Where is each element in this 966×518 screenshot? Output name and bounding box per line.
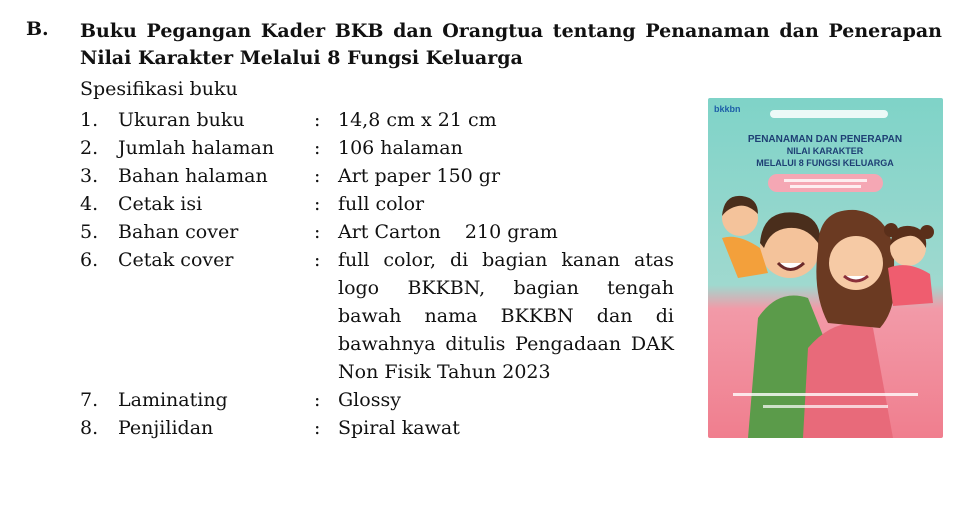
cover-title-line: MELALUI 8 FUNGSI KELUARGA	[756, 158, 894, 168]
spec-value: Art paper 150 gr	[338, 165, 501, 187]
spec-label: Bahan halaman	[118, 165, 268, 187]
spec-colon: :	[314, 165, 321, 187]
spec-row	[80, 134, 680, 162]
spec-value: 14,8 cm x 21 cm	[338, 109, 497, 131]
spec-value: Spiral kawat	[338, 417, 460, 439]
section-title: Buku Pegangan Kader BKB dan Orangtua tentang Penanaman dan Penerapan Nilai Karakter Melalui 8 Fungsi Keluarga	[80, 20, 942, 69]
spec-number: 8.	[80, 417, 99, 439]
bkkbn-logo: bkkbn	[714, 104, 741, 114]
cover-footer-line	[763, 405, 888, 408]
spec-colon: :	[314, 109, 321, 131]
spec-label: Bahan cover	[118, 221, 239, 243]
spec-colon: :	[314, 389, 321, 411]
spec-number: 3.	[80, 165, 99, 187]
cover-series-pill	[770, 110, 888, 118]
spec-colon: :	[314, 249, 321, 271]
spec-value: 106 halaman	[338, 137, 463, 159]
book-cover-image	[708, 98, 943, 438]
spec-row	[80, 162, 680, 190]
spec-label: Penjilidan	[118, 417, 214, 439]
spec-number: 2.	[80, 137, 99, 159]
spec-label: Cetak isi	[118, 193, 203, 215]
spec-row	[80, 246, 680, 386]
cover-title-line: NILAI KARAKTER	[786, 146, 864, 156]
spec-value: full color	[338, 193, 425, 215]
spec-label: Cetak cover	[118, 249, 234, 271]
spec-colon: :	[314, 137, 321, 159]
specs-heading: Spesifikasi buku	[80, 78, 238, 100]
spec-row	[80, 106, 680, 134]
spec-colon: :	[314, 417, 321, 439]
spec-value: full color, di bagian kanan atas logo BKKBN, bagian tengah bawah nama BKKBN dan di bawahnya ditulis Pengadaan DAK Non Fisik Tahun 2023	[338, 249, 674, 383]
spec-number: 5.	[80, 221, 99, 243]
spec-number: 1.	[80, 109, 99, 131]
spec-list	[80, 106, 680, 442]
cover-footer-line	[733, 393, 918, 396]
spec-number: 6.	[80, 249, 99, 271]
spec-row	[80, 386, 680, 414]
cover-subtitle-band	[768, 174, 883, 192]
spec-value: Glossy	[338, 389, 401, 411]
spec-number: 7.	[80, 389, 99, 411]
section-letter: B.	[26, 18, 49, 40]
cover-title-line: PENANAMAN DAN PENERAPAN	[747, 134, 903, 145]
spec-label: Laminating	[118, 389, 228, 411]
spec-row	[80, 218, 680, 246]
spec-colon: :	[314, 193, 321, 215]
spec-row	[80, 414, 680, 442]
spec-number: 4.	[80, 193, 99, 215]
spec-label: Ukuran buku	[118, 109, 245, 131]
spec-label: Jumlah halaman	[118, 137, 275, 159]
spec-row	[80, 190, 680, 218]
spec-value: Art Carton 210 gram	[338, 221, 558, 243]
spec-colon: :	[314, 221, 321, 243]
